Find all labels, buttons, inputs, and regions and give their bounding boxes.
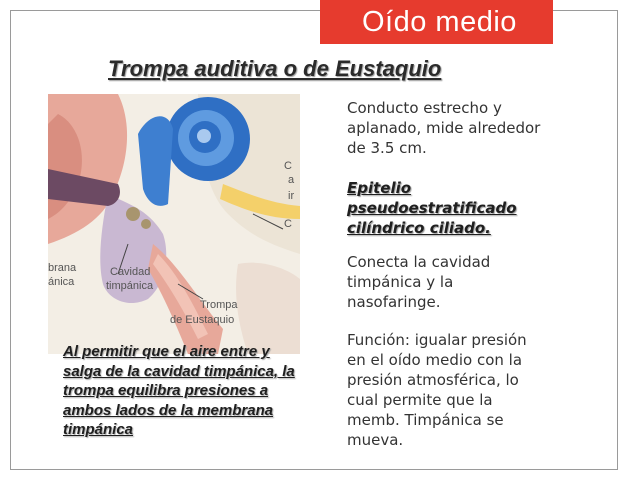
label-fragment: C xyxy=(284,160,292,172)
label-tube-2: de Eustaquio xyxy=(170,314,235,326)
text-function: Función: igualar presión en el oído medio con la presión atmosférica, lo cual permite que la memb. Timpánica se mueva. xyxy=(347,331,527,449)
section-title: Oído medio xyxy=(362,6,517,38)
label-membrane-1: brana xyxy=(48,262,77,274)
label-membrane-2: ánica xyxy=(48,276,75,288)
label-cavity-2: timpánica xyxy=(106,280,154,292)
text-epithelium: Epitelio pseudoestratificado cilíndrico ciliado. xyxy=(347,179,517,237)
label-tube-1: Trompa xyxy=(200,299,238,311)
label-fragment: C xyxy=(284,218,292,230)
text-connection: Conecta la cavidad timpánica y la nasofaringe. xyxy=(347,253,491,311)
slide-title: Trompa auditiva o de Eustaquio xyxy=(108,56,442,81)
text-description: Conducto estrecho y aplanado, mide alrededor de 3.5 cm. xyxy=(347,99,541,157)
label-fragment: ir xyxy=(288,190,295,202)
label-fragment: a xyxy=(288,174,295,186)
illustration-caption: Al permitir que el aire entre y salga de la cavidad timpánica, la trompa equilibra presiones a ambos lados de la membrana timpánica xyxy=(63,343,295,438)
ear-illustration xyxy=(48,94,300,354)
label-cavity-1: Cavidad xyxy=(110,266,151,278)
